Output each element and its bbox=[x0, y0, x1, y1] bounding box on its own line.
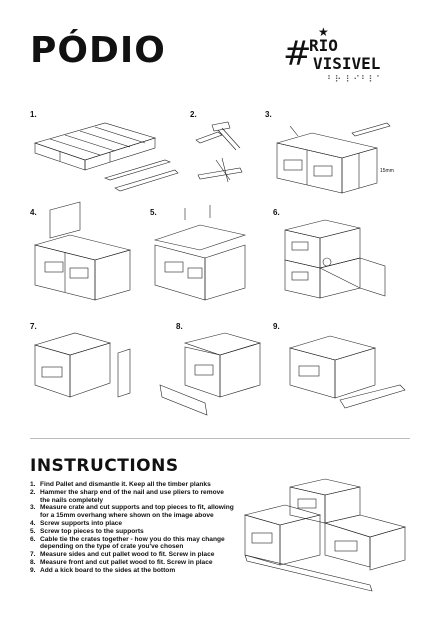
instruction-item: 6. Cable tie the crates together - how you do this may change depending on the type of crate you've chosen bbox=[30, 535, 225, 551]
figure-add-front bbox=[155, 325, 265, 420]
figure-screw-supports bbox=[30, 200, 140, 310]
logo-line2: VISIVEL bbox=[313, 54, 381, 73]
instruction-item: 3. Measure crate and cut supports and top pieces to fit, allowing for a 15mm overhang where shown on the image above bbox=[30, 504, 234, 520]
step-number-6: 6. bbox=[273, 208, 280, 217]
instructions-list bbox=[30, 481, 235, 575]
star-icon: ★ bbox=[318, 25, 329, 39]
instruction-item: 1. Find Pallet and dismantle it. Keep all the timber planks bbox=[30, 481, 211, 488]
instruction-item: 4. Screw supports into place bbox=[30, 519, 123, 527]
instruction-item: 7. Measure sides and cut pallet wood to fit. Screw in place bbox=[30, 551, 215, 559]
figure-measure-crates bbox=[272, 118, 402, 203]
figure-add-sides bbox=[30, 325, 140, 405]
logo-braille: ⠃⠗ ⠇⠊⠃⠇⠁ bbox=[327, 74, 384, 84]
step-number-9: 9. bbox=[273, 322, 280, 331]
step-number-2: 2. bbox=[190, 110, 197, 119]
dimension-label: 15mm bbox=[380, 168, 394, 174]
step-number-1: 1. bbox=[30, 110, 37, 119]
figure-remove-nails bbox=[188, 120, 258, 200]
figure-pallet-dismantle bbox=[30, 118, 180, 198]
figure-finished-podium bbox=[240, 475, 415, 610]
instructions-heading: INSTRUCTIONS bbox=[30, 456, 179, 476]
figure-add-kick-board bbox=[285, 330, 410, 425]
instruction-item: 2. Hammer the sharp end of the nail and use pliers to remove the nails completely bbox=[30, 488, 224, 504]
step-number-8: 8. bbox=[176, 322, 183, 331]
figure-cable-tie-crates bbox=[280, 210, 390, 310]
instruction-item: 5. Screw top pieces to the supports bbox=[30, 527, 144, 535]
step-number-7: 7. bbox=[30, 322, 37, 331]
instruction-item: 8. Measure front and cut pallet wood to fit. Screw in place bbox=[30, 558, 213, 566]
step-number-5: 5. bbox=[150, 208, 157, 217]
section-divider bbox=[30, 438, 410, 439]
figure-screw-top-pieces bbox=[150, 200, 250, 310]
step-number-3: 3. bbox=[265, 110, 272, 119]
logo-hash: # bbox=[283, 34, 312, 74]
step-number-4: 4. bbox=[30, 208, 37, 217]
page-title: PÓDIO bbox=[30, 30, 166, 71]
logo-line1: RIO bbox=[309, 36, 338, 55]
rio-visivel-logo bbox=[283, 25, 393, 86]
instruction-item: 9. Add a kick board to the sides at the bottom bbox=[30, 566, 176, 574]
